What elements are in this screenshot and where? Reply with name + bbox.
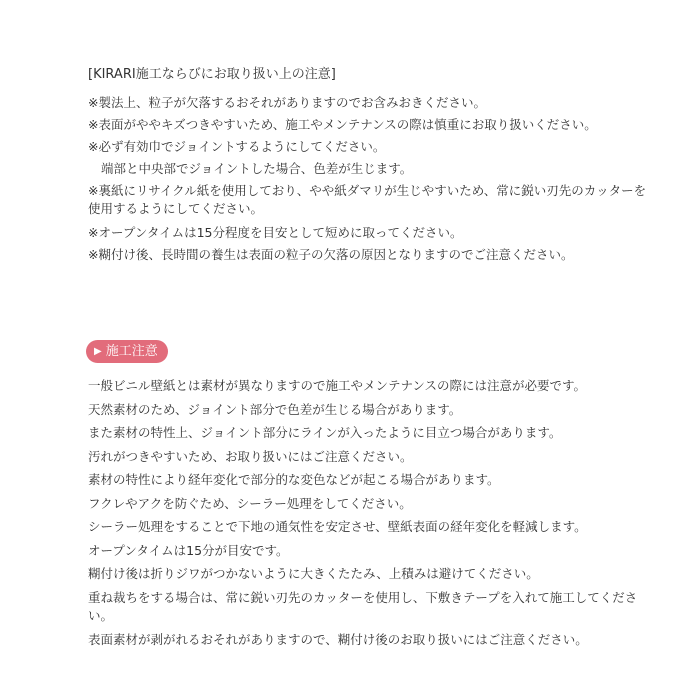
caution-item: 糊付け後は折りジワがつかないように大きくたたみ、上積みは避けてください。 xyxy=(88,566,539,581)
caution-item: 天然素材のため、ジョイント部分で色差が生じる場合があります。 xyxy=(88,401,462,417)
caution-item: また素材の特性上、ジョイント部分にラインが入ったように目立つ場合があります。 xyxy=(88,425,562,440)
kirari-notes-heading: [KIRARI施工ならびにお取り扱い上の注意] xyxy=(88,67,336,82)
caution-item: フクレやアクを防ぐため、シーラー処理をしてください。 xyxy=(88,495,412,511)
caution-item: 汚れがつきやすいため、お取り扱いにはご注意ください。 xyxy=(88,448,413,464)
note-item-continuation: 端部と中央部でジョイントした場合、色差が生じます。 xyxy=(101,161,413,176)
caution-item: 表面素材が剥がれるおそれがありますので、糊付け後のお取り扱いにはご注意ください。 xyxy=(88,631,588,647)
caution-item: 一般ビニル壁紙とは素材が異なりますので施工やメンテナンスの際には注意が必要です。 xyxy=(88,378,587,393)
caution-item: シーラー処理をすることで下地の通気性を安定させ、壁紙表面の経年変化を軽減します。 xyxy=(88,519,587,534)
note-item: ※製法上、粒子が欠落するおそれがありますのでお含みおきください。 xyxy=(88,95,486,110)
caution-item: 重ね裁ちをする場合は、常に鋭い刃先のカッターを使用し、下敷きテープを入れて施工してください。 xyxy=(88,589,638,623)
badge-label: 施工注意 xyxy=(105,344,158,359)
note-item: ※表面がややキズつきやすいため、施工やメンテナンスの際は慎重にお取り扱いください。 xyxy=(88,117,597,132)
construction-caution-list xyxy=(88,374,648,651)
note-item: ※裏紙にリサイクル紙を使用しており、やや紙ダマリが生じやすいため、常に鋭い刃先のカッターを使用するようにしてください。 xyxy=(88,183,647,216)
note-item: ※オープンタイムは15分程度を目安として短めに取ってください。 xyxy=(88,225,463,240)
caution-item: 素材の特性により経年変化で部分的な変色などが起こる場合があります。 xyxy=(88,472,500,487)
note-item: ※必ず有効巾でジョイントするようにしてください。 xyxy=(88,139,386,154)
triangle-right-icon: ▶ xyxy=(94,345,102,357)
caution-item: オープンタイムは15分が目安です。 xyxy=(88,542,289,558)
kirari-notes-section xyxy=(88,66,648,266)
construction-caution-badge xyxy=(86,340,168,363)
note-item: ※糊付け後、長時間の養生は表面の粒子の欠落の原因となりますのでご注意ください。 xyxy=(88,247,574,262)
